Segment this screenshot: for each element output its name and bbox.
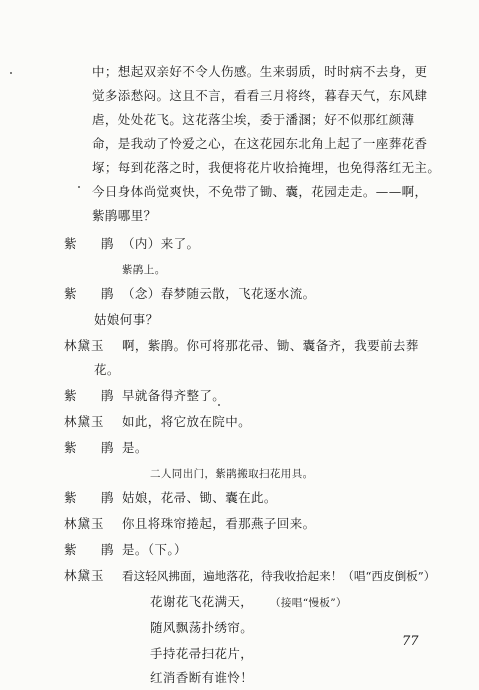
stage-direction: 紫鹃上。 (122, 264, 166, 276)
monologue-line-2: 觉多添愁闷。这且不言，看看三月将终，暮春天气，东风肆 (92, 88, 428, 103)
dialogue-text: 早就备得齐整了。 (122, 388, 226, 403)
page-number: 77 (402, 634, 419, 649)
dialogue-text: 姑娘，花帚、锄、囊在此。 (122, 490, 277, 505)
dialogue-text: 啊，紫鹃。你可将那花帚、锄、囊备齐，我要前去葬 (122, 338, 419, 353)
speaker-label: 林黛玉 (64, 568, 105, 583)
scan-speck (218, 404, 220, 406)
dialogue-text: 是。 (122, 440, 148, 455)
speaker-label: 林黛玉 (64, 516, 105, 531)
speaker-label: 紫 鹃 (64, 440, 120, 455)
speaker-label: 林黛玉 (64, 414, 105, 429)
monologue-line-4: 命，是我动了怜爱之心，在这花园东北角上起了一座葬花香 (92, 136, 428, 151)
dialogue-text: （念）春梦随云散，飞花逐水流。 (122, 286, 316, 301)
speaker-label: 紫 鹃 (64, 286, 120, 301)
dialogue-text: （内）来了。 (122, 236, 200, 251)
scan-speck (10, 72, 12, 74)
speaker-label: 紫 鹃 (64, 236, 120, 251)
scan-speck (78, 186, 80, 188)
dialogue-text: 是。（下。） (122, 542, 187, 557)
monologue-line-5: 塚；每到花落之时，我便将花片收拾掩埋，也免得落红无主。 (92, 160, 441, 175)
stage-direction: 二人同出门，紫鹃搬取扫花用具。 (150, 468, 314, 480)
dialogue-continuation: 姑娘何事？ (94, 312, 159, 327)
dialogue-text: 如此，将它放在院中。 (122, 414, 252, 429)
monologue-line-3: 虐，处处花飞。这花落尘埃，委于潘溷；好不似那红颜薄 (92, 112, 415, 127)
speaker-label: 紫 鹃 (64, 388, 120, 403)
monologue-line-7: 紫鹃哪里？ (92, 208, 157, 223)
verse-line: 红消香断有谁怜！ (150, 670, 254, 685)
dialogue-text: 看这轻风拂面，遍地落花，待我收拾起来！（唱“西皮倒板”） (122, 569, 436, 583)
dialogue-continuation: 花。 (94, 362, 120, 377)
dialogue-text: 你且将珠帘捲起，看那燕子回来。 (122, 516, 316, 531)
speaker-label: 紫 鹃 (64, 490, 120, 505)
verse-line: 随风飘荡扑绣帘。 (150, 620, 254, 635)
speaker-label: 紫 鹃 (64, 542, 120, 557)
speaker-label: 林黛玉 (64, 338, 105, 353)
verse-note: （接唱“慢板”） (270, 597, 347, 609)
monologue-line-1: 中；想起双亲好不令人伤感。生来弱质，时时病不去身，更 (92, 64, 428, 79)
verse-line: 花谢花飞花满天， (150, 594, 254, 609)
verse-line: 手持花帚扫花片， (150, 646, 254, 661)
monologue-line-6: 今日身体尚觉爽快，不免带了锄、囊，花园走走。——啊， (92, 184, 428, 199)
